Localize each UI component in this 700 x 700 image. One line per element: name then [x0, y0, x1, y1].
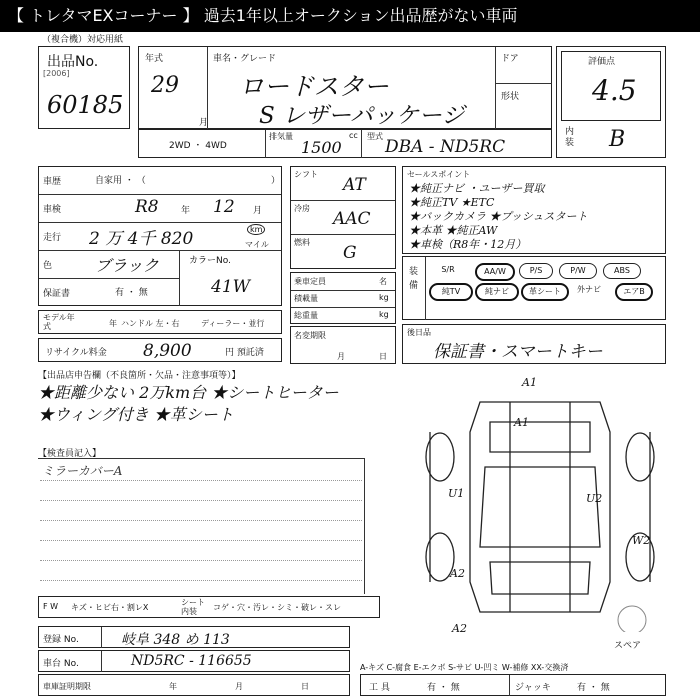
lot-number: 60185	[47, 91, 124, 119]
damage-mark: A1	[514, 416, 529, 429]
recycle-unit: 円 預託済	[225, 348, 264, 358]
year-value: 29	[151, 73, 179, 98]
inspector-note: ミラーカバーA	[42, 464, 123, 478]
deadline-row	[38, 674, 350, 696]
change-label: 名変期限	[294, 331, 326, 340]
tools-value: 有 ・ 無	[427, 683, 460, 693]
mileage-value: 2 万 4千 820	[89, 229, 194, 249]
sales-line: ★本革 ★純正AW	[409, 224, 498, 237]
displacement-label: 排気量	[269, 132, 293, 141]
weight-unit: kg	[379, 310, 389, 319]
exhibitor-label: 【出品店申告欄（不良箇所・欠品・注意事項等）】	[38, 371, 241, 381]
history-close: ）	[271, 176, 281, 186]
equip-tv: 純TV	[429, 283, 473, 301]
fw-legend-row	[38, 596, 380, 618]
damage-mark: U1	[448, 487, 465, 500]
model-name: ロードスター	[239, 72, 389, 101]
color-label: 色	[43, 261, 53, 271]
recycle-row	[38, 338, 282, 362]
deadline-day: 日	[301, 682, 309, 691]
mileage-label: 走行	[43, 233, 62, 243]
equip-ps: P/S	[519, 263, 553, 279]
equip-navi: 純ナビ	[475, 283, 519, 301]
warranty-label: 保証書	[43, 289, 71, 299]
change-box	[290, 326, 396, 364]
registration-row	[38, 626, 350, 648]
inspection-value: R8	[135, 197, 159, 217]
drive-row	[138, 129, 552, 158]
seat-legend: コゲ・穴・汚レ・シミ・破レ・スレ	[213, 603, 341, 612]
chassis-label: 車台 No.	[43, 659, 79, 669]
damage-mark: A2	[452, 622, 467, 632]
color-value: ブラック	[95, 256, 159, 275]
reg-label: 登録 No.	[43, 635, 79, 645]
inspection-month: 12	[213, 197, 235, 217]
history-label: 車歴	[43, 177, 62, 187]
lot-box	[38, 46, 130, 129]
equip-pw: P/W	[559, 263, 597, 279]
equip-sr: S/R	[441, 265, 455, 274]
type-value: DBA - ND5RC	[385, 137, 506, 157]
deadline-label: 車庫証明期限	[43, 682, 91, 691]
aircon-label: 冷房	[294, 204, 310, 213]
sales-points-label: セールスポイント	[407, 170, 471, 179]
sheet-subtitle: （複合機）対応用紙	[42, 35, 124, 45]
month-unit: 月	[253, 206, 263, 216]
inspector-label: 【検査員記入】	[38, 449, 102, 459]
inspection-label: 車検	[43, 205, 62, 215]
notes-box	[402, 324, 666, 364]
history-options: 自家用 ・ （	[95, 176, 146, 186]
model-box	[138, 46, 552, 129]
score-box	[556, 46, 666, 158]
reg-value: 岐阜 348 め 113	[121, 632, 230, 648]
mid-info	[290, 166, 396, 269]
banner-title: 【 トレタマEXコーナー 】 過去1年以上オークション出品歴がない車両	[0, 0, 700, 32]
recycle-label: リサイクル料金	[45, 348, 107, 358]
fuel-value: G	[343, 243, 357, 263]
interior-label: 内装	[565, 127, 575, 148]
equip-ext-navi: 外ナビ	[577, 285, 601, 294]
exhibitor-line: ★ウィング付き ★革シート	[38, 405, 234, 424]
load-unit: kg	[379, 293, 389, 302]
score-label: 評価点	[588, 57, 616, 67]
sales-line: ★車検（R8年・12月）	[409, 238, 527, 251]
seat-label: シート内装	[181, 598, 205, 616]
door-label: ドア	[501, 54, 519, 64]
grade: S レザーパッケージ	[259, 103, 465, 129]
shift-label: シフト	[294, 170, 318, 179]
equip-airbag: エアB	[615, 283, 653, 301]
damage-mark: A1	[522, 376, 537, 389]
left-info	[38, 166, 282, 306]
fw-label: F W	[43, 602, 59, 611]
deadline-month: 月	[235, 682, 243, 691]
damage-mark: A2	[450, 567, 465, 580]
capacity-box	[290, 272, 396, 324]
fuel-label: 燃料	[294, 238, 310, 247]
model-year-unit: 年	[109, 319, 117, 328]
aircon-value: AAC	[333, 209, 371, 229]
sales-line: ★バックカメラ ★プッシュスタート	[409, 210, 588, 223]
shape-label: 形状	[501, 92, 520, 102]
weight-label: 総重量	[294, 311, 318, 320]
drive-options: 2WD ・ 4WD	[169, 141, 227, 151]
car-diagram	[410, 372, 670, 632]
spare-label: スペア	[614, 641, 642, 651]
dealer-label: ディーラー・並行	[201, 319, 265, 328]
model-year-label: モデル年式	[43, 313, 75, 331]
shift-value: AT	[343, 175, 366, 195]
equipment-label: 装備	[409, 267, 419, 291]
month-suffix: 月	[199, 118, 209, 128]
damage-mark: U2	[586, 492, 603, 505]
score-value: 4.5	[592, 74, 637, 107]
handle-label: ハンドル 左・右	[121, 319, 180, 328]
sales-points	[402, 166, 666, 254]
notes-value: 保証書・スマートキー	[433, 342, 603, 362]
sales-line: ★純正ナビ ・ユーザー買取	[409, 182, 545, 195]
km-unit: km	[247, 224, 265, 235]
load-label: 積載量	[294, 294, 318, 303]
model-year-row	[38, 310, 282, 334]
tools-row	[360, 674, 666, 696]
warranty-value: 有 ・ 無	[115, 288, 148, 298]
chassis-row	[38, 650, 350, 672]
color-no-label: カラーNo.	[189, 256, 231, 266]
deadline-year: 年	[169, 682, 177, 691]
color-no: 41W	[211, 277, 251, 297]
chassis-value: ND5RC - 116655	[131, 653, 252, 669]
equipment	[402, 256, 666, 320]
score-inner	[561, 51, 661, 121]
damage-mark: W2	[632, 534, 651, 547]
equip-aaw: AA/W	[475, 263, 515, 281]
displacement-value: 1500	[301, 138, 342, 157]
interior-score: B	[609, 127, 626, 152]
type-label: 型式	[367, 132, 383, 141]
sales-line: ★純正TV ★ETC	[409, 196, 495, 209]
lot-label: 出品No.	[47, 54, 99, 70]
cc-unit: cc	[349, 131, 358, 140]
exhibitor-line: ★距離少ない 2万km台 ★シートヒーター	[38, 383, 339, 402]
change-unit: 月	[337, 352, 345, 361]
jack-value: 有 ・ 無	[577, 683, 610, 693]
recycle-value: 8,900	[143, 341, 192, 361]
year-label: 年式	[145, 54, 164, 64]
tools-label: 工 具	[369, 683, 390, 693]
year-unit: 年	[181, 206, 191, 216]
equip-abs: ABS	[603, 263, 641, 279]
capacity-label: 乗車定員	[294, 277, 326, 286]
mile-unit: マイル	[245, 240, 269, 249]
stamp: [2006]	[43, 69, 70, 78]
jack-label: ジャッキ	[515, 683, 551, 693]
equip-leather: 革シート	[521, 283, 569, 301]
model-label: 車名・グレード	[213, 54, 277, 64]
day-unit: 日	[379, 352, 387, 361]
capacity-unit: 名	[379, 277, 387, 286]
damage-legend: A-キズ C-腐食 E-エクボ S-サビ U-凹ミ W-補修 XX-交換済	[360, 663, 569, 672]
fw-legend: キズ・ヒビ右・割レX	[71, 603, 149, 612]
notes-label: 後日品	[407, 328, 431, 337]
